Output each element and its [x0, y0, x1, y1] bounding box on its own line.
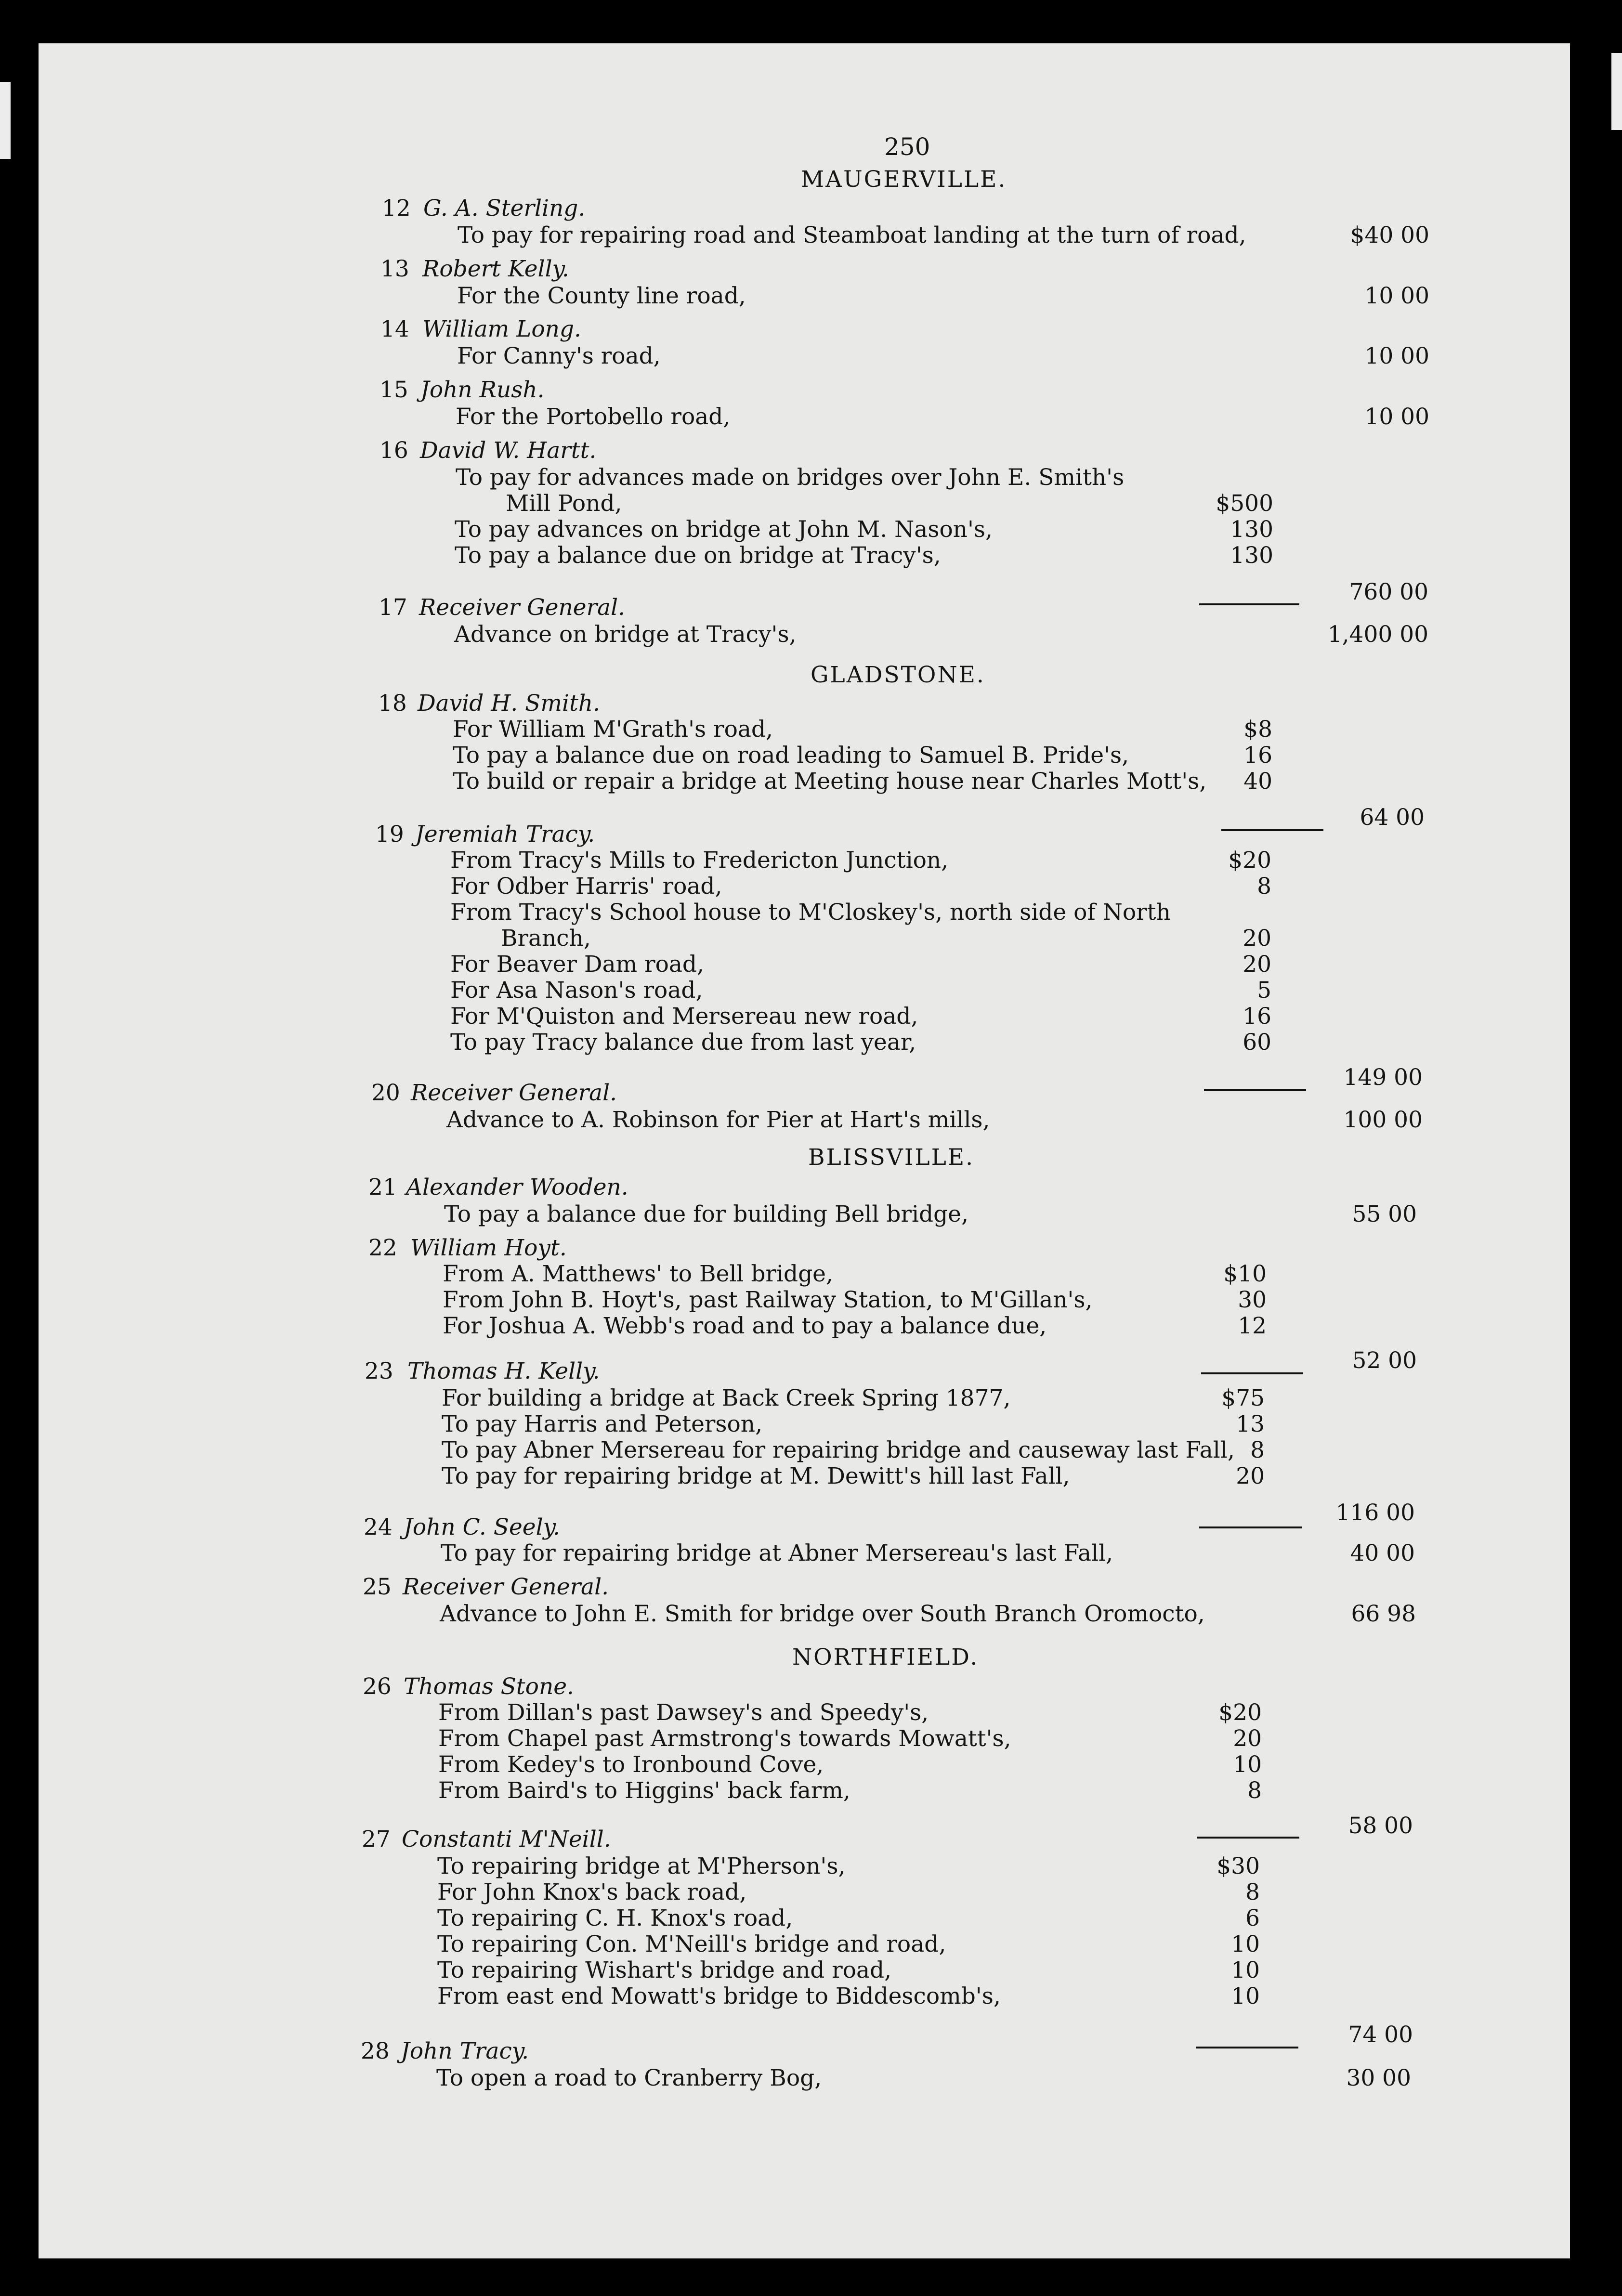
item-amount: 130 [1230, 542, 1273, 569]
item-description: Mill Pond, [506, 490, 622, 517]
entry-total: 66 98 [1351, 1601, 1416, 1627]
item-description: Advance to A. Robinson for Pier at Hart's mills, [446, 1107, 990, 1133]
item-description: To pay Harris and Peterson, [442, 1411, 763, 1437]
subtotal-rule [1197, 1837, 1299, 1839]
entry-total: 30 00 [1346, 2065, 1411, 2091]
item-description: To pay for repairing road and Steamboat landing at the turn of road, [458, 222, 1246, 248]
item-amount: 5 [1257, 977, 1271, 1004]
entry-number: 28 [361, 2038, 390, 2064]
item-description: To pay a balance due for building Bell bridge, [444, 1201, 968, 1227]
item-amount: 16 [1243, 742, 1272, 769]
entry-total: 149 00 [1343, 1064, 1423, 1091]
payee-name: John Tracy. [401, 2038, 529, 2064]
payee-name: Robert Kelly. [422, 256, 569, 282]
item-amount: 12 [1238, 1313, 1267, 1339]
page-number: 250 [884, 133, 930, 161]
entry-number: 16 [379, 437, 408, 464]
item-amount: $75 [1221, 1385, 1265, 1411]
entry-number: 19 [375, 821, 404, 848]
item-amount: 10 [1231, 1931, 1260, 1957]
payee-name: William Long. [422, 316, 581, 342]
entry-number: 13 [380, 256, 409, 282]
item-description: To pay a balance due on bridge at Tracy's, [455, 542, 941, 569]
item-description: To build or repair a bridge at Meeting house near Charles Mott's, [453, 768, 1207, 795]
item-amount: 8 [1247, 1777, 1262, 1804]
item-description: To pay Tracy balance due from last year, [450, 1029, 916, 1056]
item-description: Branch, [501, 925, 591, 952]
item-description: To pay for repairing bridge at M. Dewitt's hill last Fall, [442, 1463, 1070, 1489]
entry-total: 55 00 [1352, 1201, 1417, 1227]
item-amount: 10 [1233, 1751, 1262, 1778]
subtotal-rule [1196, 2047, 1298, 2048]
item-amount: 16 [1243, 1003, 1271, 1030]
item-amount: 20 [1243, 951, 1271, 978]
payee-name: David W. Hartt. [420, 437, 597, 464]
entry-number: 14 [380, 316, 409, 342]
payee-name: Alexander Wooden. [406, 1174, 628, 1200]
item-description: For Beaver Dam road, [450, 951, 704, 978]
item-amount: $20 [1218, 1699, 1262, 1726]
item-description: For John Knox's back road, [437, 1879, 747, 1905]
entry-number: 21 [368, 1174, 397, 1200]
payee-name: David H. Smith. [418, 690, 601, 717]
item-amount: $10 [1223, 1261, 1267, 1287]
item-description: To pay a balance due on road leading to Samuel B. Pride's, [453, 742, 1129, 769]
entry-total: 116 00 [1335, 1500, 1415, 1526]
payee-name: Jeremiah Tracy. [415, 821, 595, 848]
item-description: To pay advances on bridge at John M. Nason's, [455, 516, 993, 543]
entry-number: 26 [363, 1673, 392, 1700]
item-description: To repairing bridge at M'Pherson's, [437, 1853, 846, 1879]
item-description: Advance on bridge at Tracy's, [454, 621, 797, 648]
payee-name: Receiver General. [411, 1080, 617, 1106]
section-heading: GLADSTONE. [811, 662, 985, 688]
item-description: From Tracy's School house to M'Closkey's, north side of North [450, 899, 1171, 926]
item-description: Advance to John E. Smith for bridge over South Branch Oromocto, [440, 1601, 1205, 1627]
item-description: For Odber Harris' road, [450, 873, 722, 900]
item-description: From Baird's to Higgins' back farm, [438, 1777, 850, 1804]
item-description: From A. Matthews' to Bell bridge, [443, 1261, 833, 1287]
item-amount: $30 [1216, 1853, 1260, 1879]
entry-total: 10 00 [1364, 343, 1429, 369]
entry-number: 17 [379, 594, 407, 621]
subtotal-rule [1201, 1372, 1303, 1374]
subtotal-rule [1199, 1526, 1302, 1528]
item-description: For Canny's road, [457, 343, 661, 369]
payee-name: Receiver General. [403, 1574, 609, 1600]
payee-name: Thomas H. Kelly. [407, 1358, 600, 1384]
item-description: From Chapel past Armstrong's towards Mowatt's, [438, 1725, 1011, 1752]
item-amount: 130 [1230, 516, 1273, 543]
entry-total: 10 00 [1364, 283, 1429, 309]
section-heading: BLISSVILLE. [808, 1144, 975, 1171]
section-heading: NORTHFIELD. [792, 1644, 979, 1670]
subtotal-rule [1199, 603, 1299, 605]
item-description: For William M'Grath's road, [453, 716, 773, 743]
item-description: From east end Mowatt's bridge to Biddescomb's, [437, 1983, 1001, 2009]
entry-total: 10 00 [1364, 404, 1429, 430]
item-description: For the Portobello road, [456, 404, 731, 430]
item-description: For Asa Nason's road, [450, 977, 703, 1004]
item-description: To pay Abner Mersereau for repairing bridge and causeway last Fall, [442, 1437, 1235, 1463]
section-heading: MAUGERVILLE. [801, 166, 1007, 193]
item-amount: $8 [1243, 716, 1272, 743]
payee-name: John C. Seely. [404, 1514, 560, 1540]
item-amount: 10 [1231, 1957, 1260, 1983]
entry-total: 40 00 [1350, 1540, 1415, 1566]
item-description: For M'Quiston and Mersereau new road, [450, 1003, 918, 1030]
item-amount: 20 [1236, 1463, 1265, 1489]
item-description: To pay for advances made on bridges over John E. Smith's [456, 464, 1125, 491]
entry-total: 74 00 [1348, 2022, 1413, 2048]
entry-number: 25 [363, 1574, 392, 1600]
entry-total: 52 00 [1352, 1347, 1417, 1374]
item-amount: $500 [1216, 490, 1273, 517]
entry-number: 15 [379, 377, 408, 403]
item-amount: 60 [1243, 1029, 1271, 1056]
item-amount: 40 [1243, 768, 1272, 795]
payee-name: Receiver General. [419, 594, 626, 621]
item-amount: 8 [1257, 873, 1271, 900]
payee-name: Constanti M'Neill. [402, 1826, 611, 1852]
entry-total: 100 00 [1343, 1107, 1423, 1133]
item-amount: 8 [1250, 1437, 1265, 1463]
payee-name: John Rush. [420, 377, 545, 403]
subtotal-rule [1221, 829, 1323, 831]
item-amount: $20 [1228, 847, 1271, 874]
item-amount: 20 [1243, 925, 1271, 952]
item-description: To repairing Con. M'Neill's bridge and road, [437, 1931, 946, 1957]
item-amount: 8 [1245, 1879, 1260, 1905]
entry-total: 58 00 [1348, 1813, 1413, 1839]
entry-number: 12 [382, 195, 411, 222]
item-description: From John B. Hoyt's, past Railway Station, to M'Gillan's, [443, 1287, 1093, 1313]
item-description: To repairing Wishart's bridge and road, [437, 1957, 892, 1983]
entry-number: 20 [371, 1080, 400, 1106]
item-description: From Dillan's past Dawsey's and Speedy's, [438, 1699, 929, 1726]
item-amount: 10 [1231, 1983, 1260, 2009]
entry-number: 18 [378, 690, 407, 717]
payee-name: William Hoyt. [410, 1235, 567, 1261]
item-description: From Kedey's to Ironbound Cove, [438, 1751, 824, 1778]
entry-total: $40 00 [1350, 222, 1429, 248]
subtotal-rule [1204, 1089, 1306, 1091]
item-description: For building a bridge at Back Creek Spring 1877, [442, 1385, 1011, 1411]
item-amount: 20 [1233, 1725, 1262, 1752]
payee-name: Thomas Stone. [404, 1673, 574, 1700]
item-description: To repairing C. H. Knox's road, [437, 1905, 793, 1931]
item-description: From Tracy's Mills to Fredericton Junction, [450, 847, 949, 874]
entry-total: 64 00 [1360, 804, 1425, 831]
item-amount: 13 [1236, 1411, 1265, 1437]
item-description: For the County line road, [457, 283, 746, 309]
entry-number: 22 [368, 1235, 397, 1261]
entry-total: 1,400 00 [1327, 621, 1428, 648]
entry-number: 24 [364, 1514, 392, 1540]
item-description: To open a road to Cranberry Bog, [436, 2065, 822, 2091]
item-amount: 6 [1245, 1905, 1260, 1931]
entry-number: 23 [365, 1358, 393, 1384]
entry-number: 27 [362, 1826, 391, 1852]
item-amount: 30 [1238, 1287, 1267, 1313]
entry-total: 760 00 [1349, 579, 1428, 605]
item-description: For Joshua A. Webb's road and to pay a balance due, [443, 1313, 1047, 1339]
payee-name: G. A. Sterling. [423, 195, 586, 222]
item-description: To pay for repairing bridge at Abner Mersereau's last Fall, [441, 1540, 1113, 1566]
